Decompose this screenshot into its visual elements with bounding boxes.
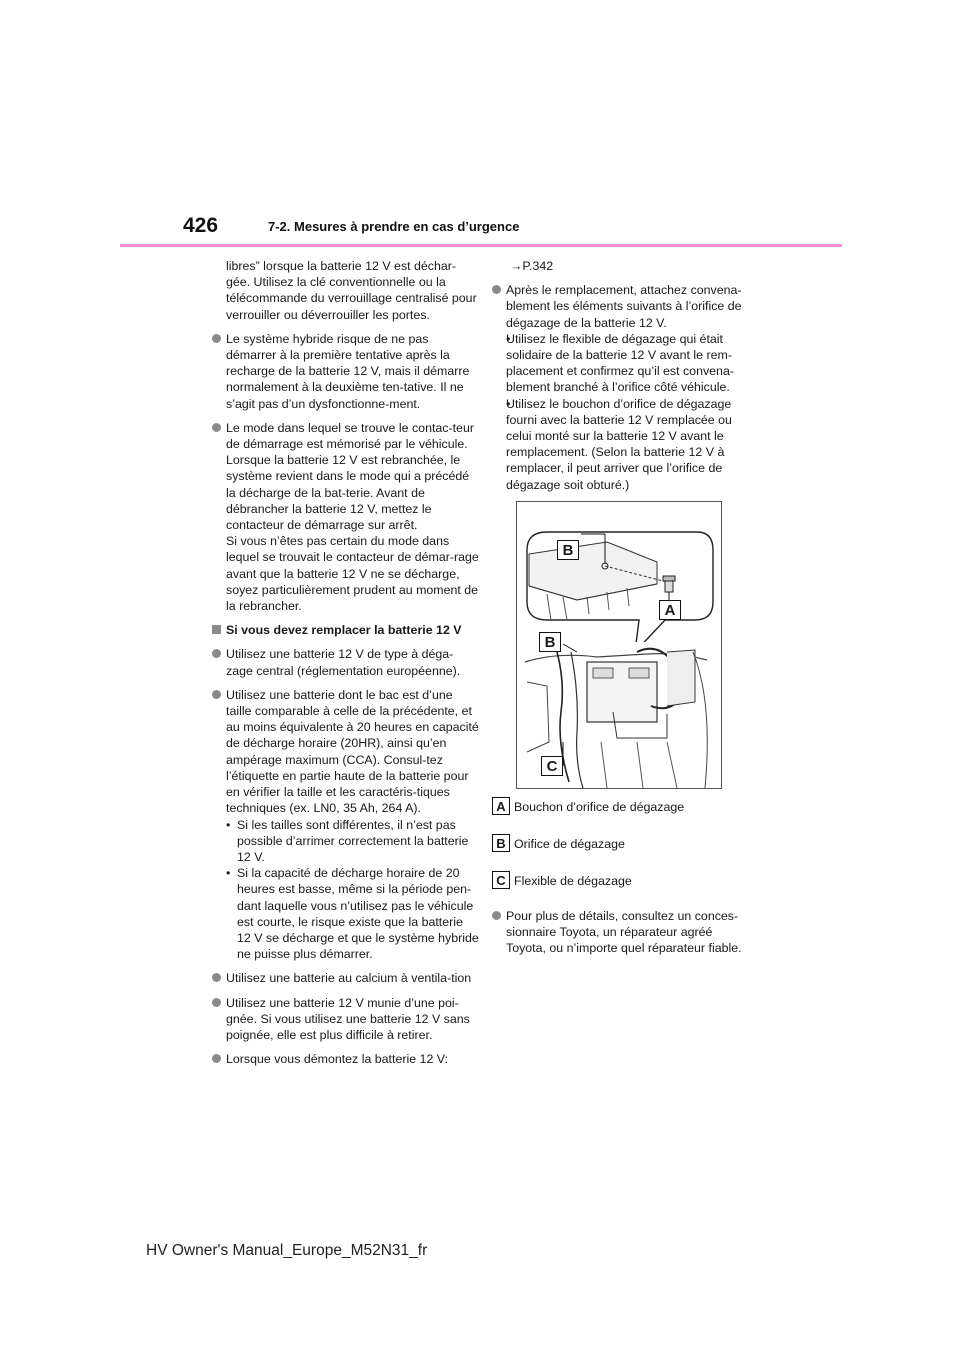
note-vent-hose: • Utilisez le flexible de dégazage qui était solidaire de la batterie 12 V avant le rem-placement et confirmez qu’il est convena-blement branché à l’orifice côté véhicule.	[492, 331, 752, 396]
bullet-battery-size: Utilisez une batterie dont le bac est d’une taille comparable à celle de la précédente, et au moins équivalente à 20 heures en capacité de décharge horaire (20HR), ainsi qu’en ampérage maximum (CCA). Consul-tez l’étiquette en partie haute de la batterie pour en vérifier la taille et les caractéris-tiques techniques (ex. LN0, 35 Ah, 264 A).	[212, 687, 480, 817]
legend-letter-c: C	[492, 871, 510, 889]
legend-text-a: Bouchon d’orifice de dégazage	[514, 799, 685, 814]
legend-text-c: Flexible de dégazage	[514, 873, 632, 888]
bullet-more-details: Pour plus de détails, consultez un conces-sionnaire Toyota, un réparateur agréé Toyota, ou n’importe quel réparateur fiable.	[492, 908, 752, 957]
legend-text-b: Orifice de dégazage	[514, 836, 625, 851]
vent-instructions	[492, 331, 752, 493]
note-size-different: • Si les tailles sont différentes, il n’est pas possible d’arrimer correctement la batterie 12 V.	[212, 817, 480, 866]
figure-label-c: C	[541, 756, 563, 776]
note-vent-plug: • Utilisez le bouchon d’orifice de dégazage fourni avec la batterie 12 V remplacée ou celui monté sur la batterie 12 V avant le remplacement. (Selon la batterie 12 V à remplacer, il peut arriver que l’orifice de dégazage soit obturé.)	[492, 396, 752, 493]
footer-manual-id: HV Owner's Manual_Europe_M52N31_fr	[146, 1242, 428, 1259]
bullet-mode-memory	[212, 420, 480, 614]
bullet-mode-memory-b: Si vous n’êtes pas certain du mode dans lequel se trouvait le contacteur de démar-rage avant que la batterie 12 V ne se décharge, soyez particulièrement prudent au moment de la rebrancher.	[226, 534, 479, 614]
page-reference: →P.342	[510, 259, 554, 273]
figure-label-b-mid: B	[539, 632, 561, 652]
legend-item-c	[492, 871, 752, 893]
note-capacity-low: • Si la capacité de décharge horaire de 20 heures est basse, même si la période pen-dant laquelle vous n’utilisez pas le véhicule est courte, le risque existe que la batterie 12 V se décharge et que le système hybride ne puisse plus démarrer.	[212, 865, 480, 962]
battery-vent-illustration	[516, 501, 722, 789]
replace-battery-heading: Si vous devez remplacer la batterie 12 V	[212, 622, 480, 638]
bullet-calcium-battery: Utilisez une batterie au calcium à ventila-tion	[212, 970, 480, 986]
legend-letter-a: A	[492, 797, 510, 815]
left-column	[212, 258, 480, 1075]
bullet-after-replacement: Après le remplacement, attachez convena-blement les éléments suivants à l’orifice de dégazage de la batterie 12 V.	[492, 282, 752, 331]
legend-item-a	[492, 797, 752, 819]
bullet-restart: Le système hybride risque de ne pas démarrer à la première tentative après la recharge de la batterie 12 V, mais il démarre normalement à la deuxième ten-tative. Il ne s’agit pas d’un dysfonctionne-ment.	[212, 331, 480, 412]
figure-label-b-top: B	[557, 540, 579, 560]
legend-item-b	[492, 834, 752, 856]
section-title: 7-2. Mesures à prendre en cas d’urgence	[268, 219, 520, 234]
bullet-mode-memory-a: Le mode dans lequel se trouve le contac-teur de démarrage est mémorisé par le véhicule. Lorsque la batterie 12 V est rebranchée, le système revient dans le mode qui a précédé la décharge de la bat-terie. Avant de débrancher la batterie 12 V, mettez le contacteur de démarrage sur arrêt.	[226, 420, 474, 533]
header-rule	[120, 244, 842, 247]
legend-letter-b: B	[492, 834, 510, 852]
figure-legend	[492, 797, 752, 893]
page-number: 426	[183, 214, 219, 237]
right-column	[492, 258, 752, 964]
bullet-handle: Utilisez une batterie 12 V munie d’une poi-gnée. Si vous utilisez une batterie 12 V sans poignée, elle est plus difficile à retirer.	[212, 995, 480, 1044]
figure-label-a: A	[659, 600, 681, 620]
continued-paragraph: libres” lorsque la batterie 12 V est déchar-gée. Utilisez la clé conventionnelle ou la télécommande du verrouillage centralisé pour verrouiller ou déverrouiller les portes.	[226, 259, 477, 322]
battery-size-notes	[212, 817, 480, 963]
bullet-battery-type: Utilisez une batterie 12 V de type à déga-zage central (réglementation européenne).	[212, 646, 480, 678]
bullet-removal: Lorsque vous démontez la batterie 12 V:	[212, 1051, 480, 1067]
